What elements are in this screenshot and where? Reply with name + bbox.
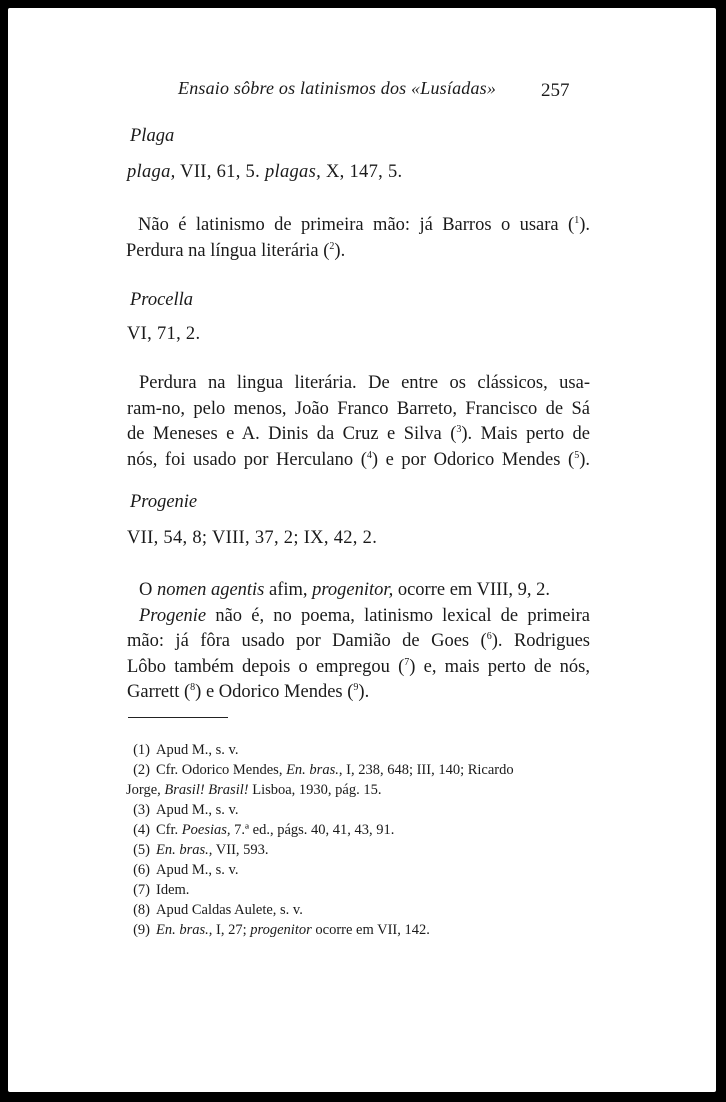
- footnote: (2) Cfr. Odorico Mendes, En. bras., I, 238, 648; III, 140; Ricardo: [133, 762, 514, 778]
- text-line: ram-no, pelo menos, João Franco Barreto, Francisco de Sá: [127, 398, 590, 419]
- citation-ref: VII, 61, 5.: [180, 162, 261, 182]
- footnote: (5) En. bras., VII, 593.: [133, 842, 269, 858]
- footnote-continuation: Jorge, Brasil! Brasil! Lisboa, 1930, pág. 15.: [126, 782, 382, 798]
- footnote: (3) Apud M., s. v.: [133, 802, 239, 818]
- text-line: nós, foi usado por Herculano ($^4$) e por Odorico Mendes ($^5$).: [127, 449, 590, 470]
- footnote: (7) Idem.: [133, 882, 190, 898]
- footnote-ref[interactable]: 8: [190, 681, 196, 693]
- footnote-ref[interactable]: 2: [329, 240, 335, 252]
- footnote: (4) Cfr. Poesias, 7.ª ed., págs. 40, 41, 43, 91.: [133, 822, 395, 838]
- text-line: Não é latinismo de primeira mão: já Barros o usara ($^1$).: [138, 214, 590, 235]
- footnote: (1) Apud M., s. v.: [133, 742, 239, 758]
- footnote: (9) En. bras., I, 27; progenitor ocorre em VII, 142.: [133, 922, 430, 938]
- footnote-ref[interactable]: 6: [486, 630, 492, 642]
- footnote-ref[interactable]: 7: [404, 656, 410, 668]
- text-line: Perdura na lingua literária. De entre os clássicos, usa-: [139, 373, 590, 393]
- page-number: 257: [541, 80, 570, 101]
- paragraph-procella: [127, 371, 590, 473]
- citation-procella: VI, 71, 2.: [127, 324, 201, 344]
- footnote: (8) Apud Caldas Aulete, s. v.: [133, 902, 303, 918]
- footnote-ref[interactable]: 3: [456, 423, 462, 435]
- citation-plaga: [127, 162, 402, 183]
- text-line: Lôbo também depois o empregou ($^7$) e, mais perto de nós,: [127, 656, 590, 677]
- paragraph-progenie: [127, 578, 590, 706]
- citation-ref: X, 147, 5.: [325, 162, 403, 182]
- footnote-divider: [128, 717, 228, 718]
- citation-word: plaga,: [127, 162, 176, 182]
- footnote-ref[interactable]: 5: [574, 449, 580, 461]
- text-line: Progenie não é, no poema, latinismo lexical de primeira: [139, 605, 590, 626]
- running-title: Ensaio sôbre os latinismos dos «Lusíadas»: [178, 78, 497, 98]
- footnote-ref[interactable]: 9: [353, 681, 359, 693]
- footnote: (6) Apud M., s. v.: [133, 862, 239, 878]
- citation-progenie: VII, 54, 8; VIII, 37, 2; IX, 42, 2.: [127, 528, 378, 548]
- entry-title-procella: Procella: [130, 290, 194, 310]
- text-line: O nomen agentis afim, progenitor, ocorre em VIII, 9, 2.: [139, 580, 551, 600]
- entry-title-progenie: Progenie: [130, 492, 198, 512]
- footnote-ref[interactable]: 1: [574, 214, 580, 226]
- citation-word: plagas,: [264, 162, 322, 182]
- text-line: mão: já fôra usado por Damião de Goes ($^6$). Rodrigues: [127, 630, 590, 651]
- text-line: Perdura na língua literária ($^2$).: [126, 240, 346, 261]
- text-line: Garrett ($^8$) e Odorico Mendes ($^9$).: [127, 681, 370, 702]
- footnotes: [126, 740, 590, 940]
- footnote-ref[interactable]: 4: [366, 449, 372, 461]
- book-page: [8, 8, 716, 1092]
- entry-title-plaga: Plaga: [130, 126, 175, 146]
- paragraph-plaga: [126, 213, 590, 264]
- text-line: de Meneses e A. Dinis da Cruz e Silva ($^3$). Mais perto de: [127, 423, 590, 444]
